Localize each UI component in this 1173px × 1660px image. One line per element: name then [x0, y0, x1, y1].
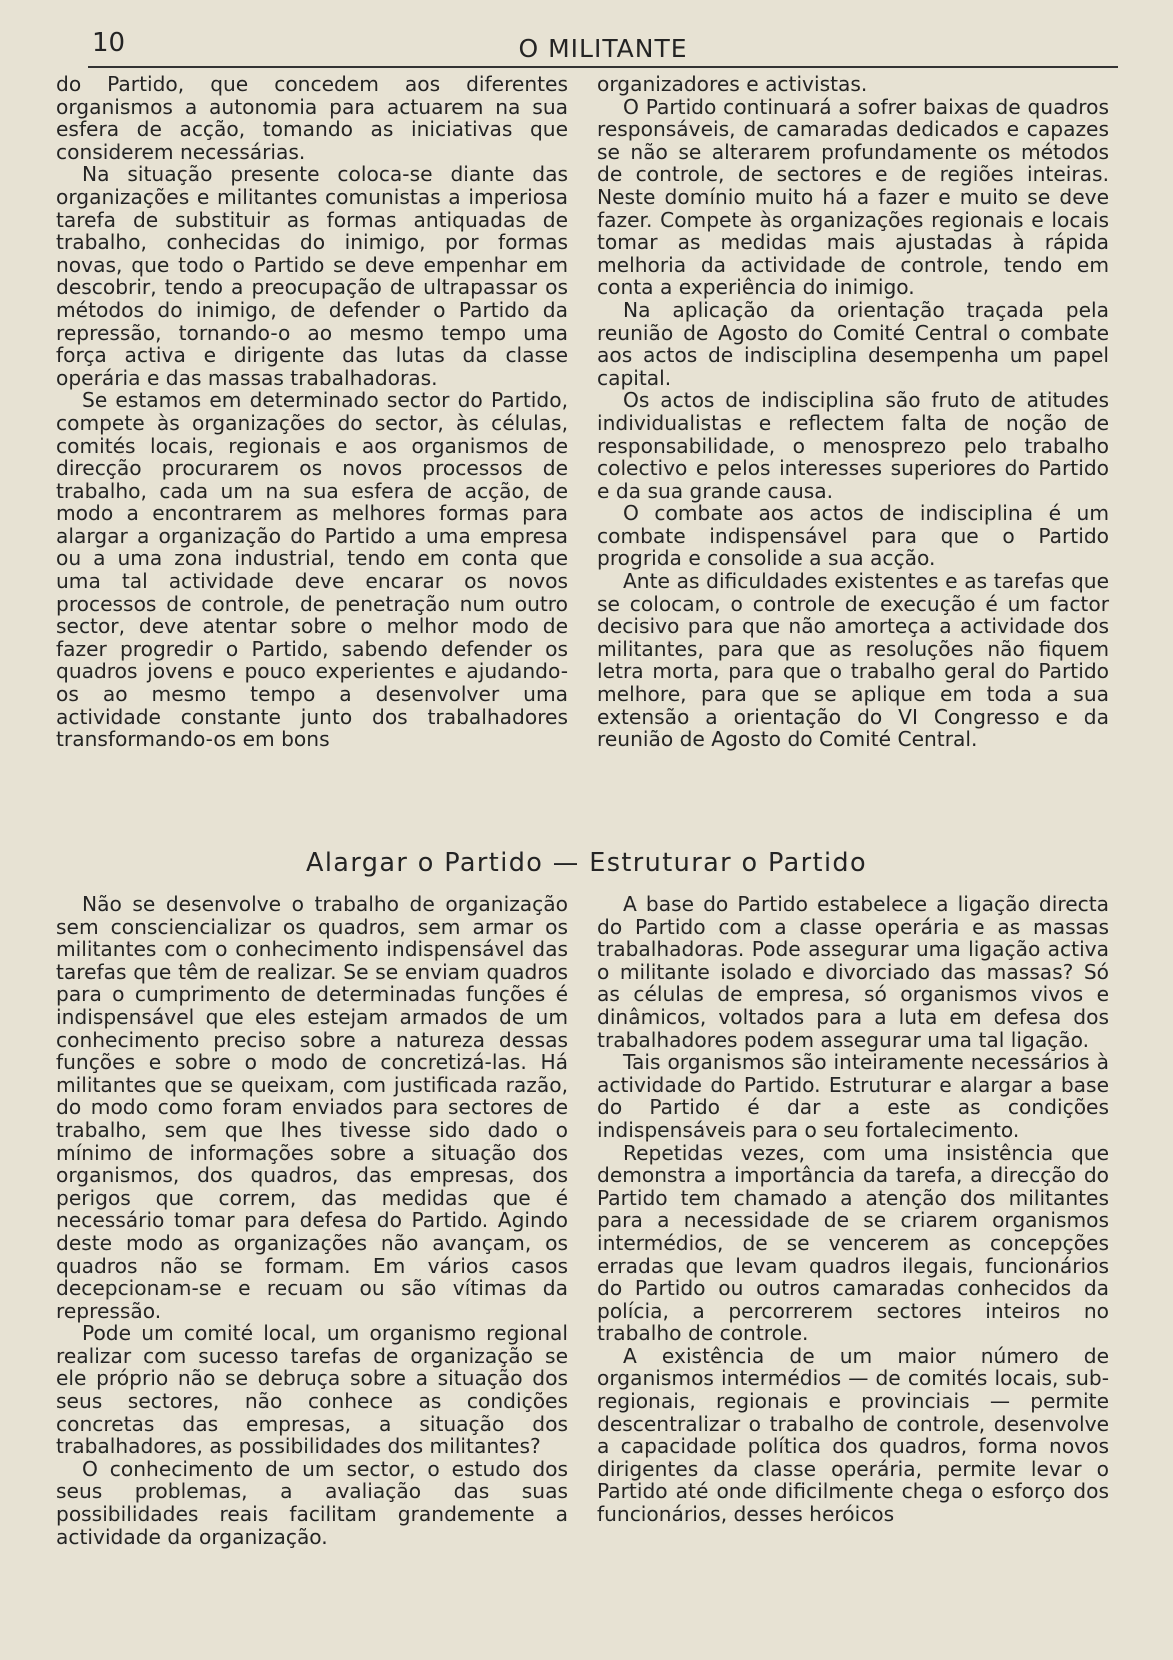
bottom-left-column [56, 893, 568, 1548]
top-right-column [597, 73, 1109, 751]
paragraph: Na aplicação da orientação traçada pela reunião de Agosto do Comité Central o combate aos actos de indisciplina desempenha um papel capital. [597, 297, 1109, 390]
paragraph: A base do Partido estabelece a ligação directa do Partido com a classe operária e as massas trabalhadoras. Pode assegurar uma ligação activa o militante isolado e divorciado das massas? Só as células de empresa, só organismos vivos e dinâmicos, voltados para a luta em defesa dos trabalhadores podem assegurar uma tal ligação. [597, 892, 1109, 1052]
section-title: Alargar o Partido — Estruturar o Partido [305, 848, 868, 878]
paragraph: Repetidas vezes, com uma insistência que demonstra a importância da tarefa, a direcção do Partido tem chamado a atenção dos militantes para a necessidade de se criarem organismos intermédios, de se vencerem as concepções erradas que levam quadros ilegais, funcionários do Partido ou outros camaradas conhecidos da polícia, a percorrerem sectores inteiros no trabalho de controle. [597, 1140, 1109, 1346]
paragraph: O conhecimento de um sector, o estudo dos seus problemas, a avaliação das suas possibilidades reais facilitam grandemente a actividade da organização. [56, 1456, 568, 1549]
page-number: 10 [92, 28, 126, 58]
paragraph: do Partido, que concedem aos diferentes organismos a autonomia para actuarem na sua esfera de acção, tomando as iniciativas que considerem necessárias. [56, 72, 568, 164]
running-title: O MILITANTE [518, 34, 688, 63]
paragraph: Os actos de indisciplina são fruto de atitudes individualistas e reflectem falta de noção de responsabilidade, o menosprezo pelo trabalho colectivo e pelos interesses superiores do Partido e da sua grande causa. [597, 388, 1109, 503]
paragraph: A existência de um maior número de organismos intermédios — de comités locais, sub-regionais, regionais e provinciais — permite descentralizar o trabalho de controle, desenvolve a capacidade política dos quadros, forma novos dirigentes da classe operária, permite levar o Partido até onde dificilmente chega o esforço dos funcionários, desses heróicos [597, 1343, 1109, 1527]
paragraph: Ante as dificuldades existentes e as tarefas que se colocam, o controle de execução é um factor decisivo para que não amorteça a actividade dos militantes, para que as resoluções não fiquem letra morta, para que o trabalho geral do Partido melhore, para que se aplique em toda a sua extensão a orientação do VI Congresso e da reunião de Agosto do Comité Central. [597, 569, 1109, 752]
paragraph: O combate aos actos de indisciplina é um combate indispensável para que o Partido progrida e consolide a sua acção. [597, 501, 1109, 571]
paragraph: organizadores e activistas. [597, 72, 868, 96]
paragraph: O Partido continuará a sofrer baixas de quadros responsáveis, de camaradas dedicados e capazes se não se alterarem profundamente os métodos de controle, de sectores e de regiões inteiras. Neste domínio muito há a fazer e muito se deve fazer. Compete às organizações regionais e locais tomar as medidas mais ajustadas à rápida melhoria da actividade de controle, tendo em conta a experiência do inimigo. [597, 94, 1109, 300]
paragraph: Na situação presente coloca-se diante das organizações e militantes comunistas a imperiosa tarefa de substituir as formas antiquadas de trabalho, conhecidas do inimigo, por formas novas, que todo o Partido se deve empenhar em descobrir, tendo a preocupação de ultrapassar os métodos do inimigo, de defender o Partido da repressão, tornando-o ao mesmo tempo uma força activa e dirigente das lutas da classe operária e das massas trabalhadoras. [56, 162, 568, 390]
paragraph: Pode um comité local, um organismo regional realizar com sucesso tarefas de organização se ele próprio não se debruça sobre a situação dos seus sectores, não conhece as condições concretas das empresas, a situação dos trabalhadores, as possibilidades dos militantes? [56, 1321, 568, 1459]
paragraph: Não se desenvolve o trabalho de organização sem consciencializar os quadros, sem armar os militantes com o conhecimento indispensável das tarefas que têm de realizar. Se se enviam quadros para o cumprimento de determinadas funções é indispensável que eles estejam armados de um conhecimento preciso sobre a natureza dessas funções e sobre o modo de concretizá-las. Há militantes que se queixam, com justificada razão, do modo como foram enviados para sectores de trabalho, sem que lhes tivesse sido dado o mínimo de informações sobre a situação dos organismos, dos quadros, das empresas, dos perigos que correm, das medidas que é necessário tomar para defesa do Partido. Agindo deste modo as organizações não avançam, os quadros não se formam. Em vários casos decepcionam-se e recuam ou são vítimas da repressão. [56, 892, 568, 1323]
bottom-right-column [597, 893, 1109, 1526]
paragraph: Tais organismos são inteiramente necessários à actividade do Partido. Estruturar e alargar a base do Partido é dar a este as condições indispensáveis para o seu fortalecimento. [597, 1050, 1109, 1142]
page-header [88, 22, 1118, 68]
top-left-column [56, 73, 568, 751]
paragraph: Se estamos em determinado sector do Partido, compete às organizações do sector, às células, comités locais, regionais e aos organismos de direcção procurarem os novos processos de trabalho, cada um na sua esfera de acção, de modo a encontrarem as melhores formas para alargar a organização do Partido a uma empresa ou a uma zona industrial, tendo em conta que uma tal actividade deve encarar os novos processos de controle, de penetração num outro sector, deve atentar sobre o melhor modo de fazer progredir o Partido, sabendo defender os quadros jovens e pouco experientes e ajudando-os ao mesmo tempo a desenvolver uma actividade constante junto dos trabalhadores transformando-os em bons [56, 388, 568, 752]
